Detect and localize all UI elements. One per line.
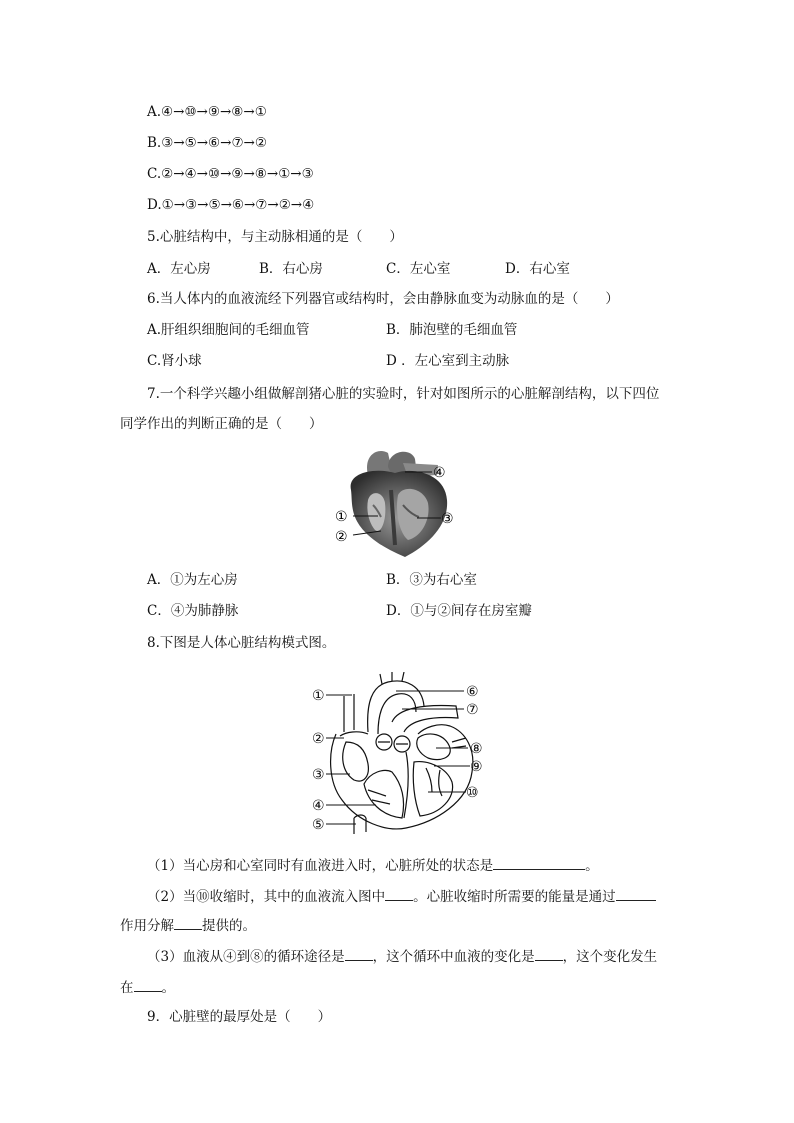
q8-sub2-blank3[interactable] xyxy=(174,915,202,930)
q7-heart-figure xyxy=(333,445,463,560)
q8-heart-outline xyxy=(331,725,473,829)
q8-sub2-a: （2）当⑩收缩时，其中的血液流入图中 xyxy=(147,889,386,905)
q8-label-1: ① xyxy=(312,688,325,704)
q8-right-ventricle xyxy=(364,771,404,819)
q8-label-4: ④ xyxy=(312,798,325,814)
q7-stem-line1: 7.一个科学兴趣小组做解剖猪心脏的实验时，针对如图所示的心脏解剖结构，以下四位 xyxy=(147,386,660,402)
q8-label-7: ⑦ xyxy=(466,702,479,718)
q6-option-a: A.肝组织细胞间的毛细血管 xyxy=(147,322,310,338)
q6-option-c: C.肾小球 xyxy=(147,353,202,369)
q8-left-ventricle xyxy=(413,762,452,816)
q6-stem: 6.当人体内的血液流经下列器官或结构时，会由静脉血变为动脉血的是（ ） xyxy=(147,291,619,307)
q7-label-3: ③ xyxy=(441,511,454,527)
q8-sub3-a: （3）血液从④到⑧的循环途径是 xyxy=(147,949,345,965)
q8-sub2-blank1[interactable] xyxy=(385,886,413,901)
q5-option-d: D．右心室 xyxy=(505,261,570,277)
q8-sub2-cont xyxy=(120,915,256,935)
q8-sub3 xyxy=(147,946,657,966)
q8-sub1-blank[interactable] xyxy=(493,855,585,870)
q8-label-10: ⑩ xyxy=(466,785,479,801)
q8-sub3-blank1[interactable] xyxy=(345,946,373,961)
q7-option-d: D．①与②间存在房室瓣 xyxy=(386,603,532,619)
q9-stem: 9．心脏壁的最厚处是（ ） xyxy=(147,1009,332,1025)
q8-sub3-blank3[interactable] xyxy=(134,977,162,992)
q7-option-b: B．③为右心室 xyxy=(386,572,477,588)
q8-label-3: ③ xyxy=(312,767,325,783)
q5-stem: 5.心脏结构中，与主动脉相通的是（ ） xyxy=(147,229,403,245)
q8-label-6: ⑥ xyxy=(466,684,479,700)
q6-option-d: D ．左心室到主动脉 xyxy=(386,353,510,369)
q8-sub1-end: 。 xyxy=(585,858,599,874)
q8-sub1-text: （1）当心房和心室同时有血液进入时，心脏所处的状态是 xyxy=(147,858,494,874)
q8-sub3-cont xyxy=(120,977,175,997)
q7-option-a: A．①为左心房 xyxy=(147,572,238,588)
q8-sub3-blank2[interactable] xyxy=(535,946,563,961)
q8-sub2-d: 提供的。 xyxy=(202,918,256,934)
q4-option-c: C.②→④→⑩→⑨→⑧→①→③ xyxy=(147,166,314,182)
q4-option-a: A.④→⑩→⑨→⑧→① xyxy=(147,104,267,120)
q7-label-4: ④ xyxy=(433,465,446,481)
q8-sub1 xyxy=(147,855,599,875)
q8-heart-diagram xyxy=(306,672,492,838)
q8-stem: 8.下图是人体心脏结构模式图。 xyxy=(147,635,336,651)
q8-sub2-c: 作用分解 xyxy=(120,918,174,934)
q5-option-b: B．右心房 xyxy=(259,261,323,277)
q8-sub3-c: ，这个变化发生 xyxy=(562,949,658,965)
q8-label-2: ② xyxy=(312,731,325,747)
q8-sub2 xyxy=(147,886,656,906)
q5-option-a: A．左心房 xyxy=(147,261,211,277)
q7-label-1: ① xyxy=(335,509,348,525)
q4-option-d: D.①→③→⑤→⑥→⑦→②→④ xyxy=(147,197,315,213)
q8-left-atrium xyxy=(417,734,450,760)
q7-option-c: C．④为肺静脉 xyxy=(147,603,239,619)
q7-stem-line2: 同学作出的判断正确的是（ ） xyxy=(120,416,323,432)
q5-option-c: C．左心室 xyxy=(386,261,451,277)
q8-sub3-e: 。 xyxy=(161,980,175,996)
q4-option-b: B.③→⑤→⑥→⑦→② xyxy=(147,135,267,151)
q8-label-8: ⑧ xyxy=(470,741,483,757)
q6-option-b: B．肺泡壁的毛细血管 xyxy=(386,322,518,338)
q8-superior-vena-cava xyxy=(344,694,354,732)
q8-right-atrium xyxy=(343,742,369,781)
q8-label-5: ⑤ xyxy=(312,817,325,833)
q8-sub3-d: 在 xyxy=(120,980,134,996)
q8-label-9: ⑨ xyxy=(470,759,483,775)
q8-sub2-blank2[interactable] xyxy=(616,886,656,901)
q8-sub3-b: ，这个循环中血液的变化是 xyxy=(372,949,535,965)
q7-label-2: ② xyxy=(335,529,348,545)
q8-sub2-b: 。心脏收缩时所需要的能量是通过 xyxy=(413,889,616,905)
q8-septum xyxy=(404,752,408,818)
